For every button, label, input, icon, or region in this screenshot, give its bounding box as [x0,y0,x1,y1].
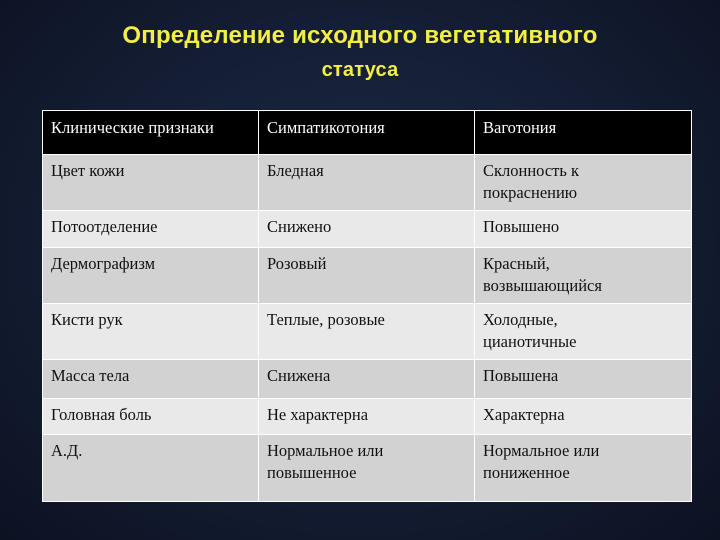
page-title [0,18,720,88]
table-row [43,155,692,211]
table-cell: Дермографизм [43,248,259,304]
table-cell: А.Д. [43,435,259,502]
table-cell: Склонность к покраснению [475,155,692,211]
table-cell: Красный, возвышающийся [475,248,692,304]
table-cell: Цвет кожи [43,155,259,211]
table-cell: Бледная [259,155,475,211]
table-cell: Снижена [259,360,475,399]
header-cell-sympathicotonia: Симпатикотония [259,111,475,155]
table-cell: Повышено [475,211,692,248]
table-cell: Нормальное или повышенное [259,435,475,502]
table-cell: Холодные, цианотичные [475,304,692,360]
table-row [43,211,692,248]
table-row [43,248,692,304]
table-cell: Повышена [475,360,692,399]
header-cell-vagotonia: Ваготония [475,111,692,155]
table-cell: Теплые, розовые [259,304,475,360]
table-cell: Потоотделение [43,211,259,248]
table-cell: Розовый [259,248,475,304]
table-cell: Нормальное или пониженное [475,435,692,502]
table-row [43,304,692,360]
table-cell: Характерна [475,399,692,435]
table-row [43,435,692,502]
table-header-row [43,111,692,155]
table-cell: Кисти рук [43,304,259,360]
table-cell: Головная боль [43,399,259,435]
title-line-2: статуса [321,59,399,81]
table-row [43,360,692,399]
table-cell: Масса тела [43,360,259,399]
vegetative-status-table [42,110,692,502]
table-row [43,399,692,435]
title-line-1: Определение исходного вегетативного [122,22,598,49]
table-cell: Снижено [259,211,475,248]
table-cell: Не характерна [259,399,475,435]
header-cell-criteria: Клинические признаки [43,111,259,155]
